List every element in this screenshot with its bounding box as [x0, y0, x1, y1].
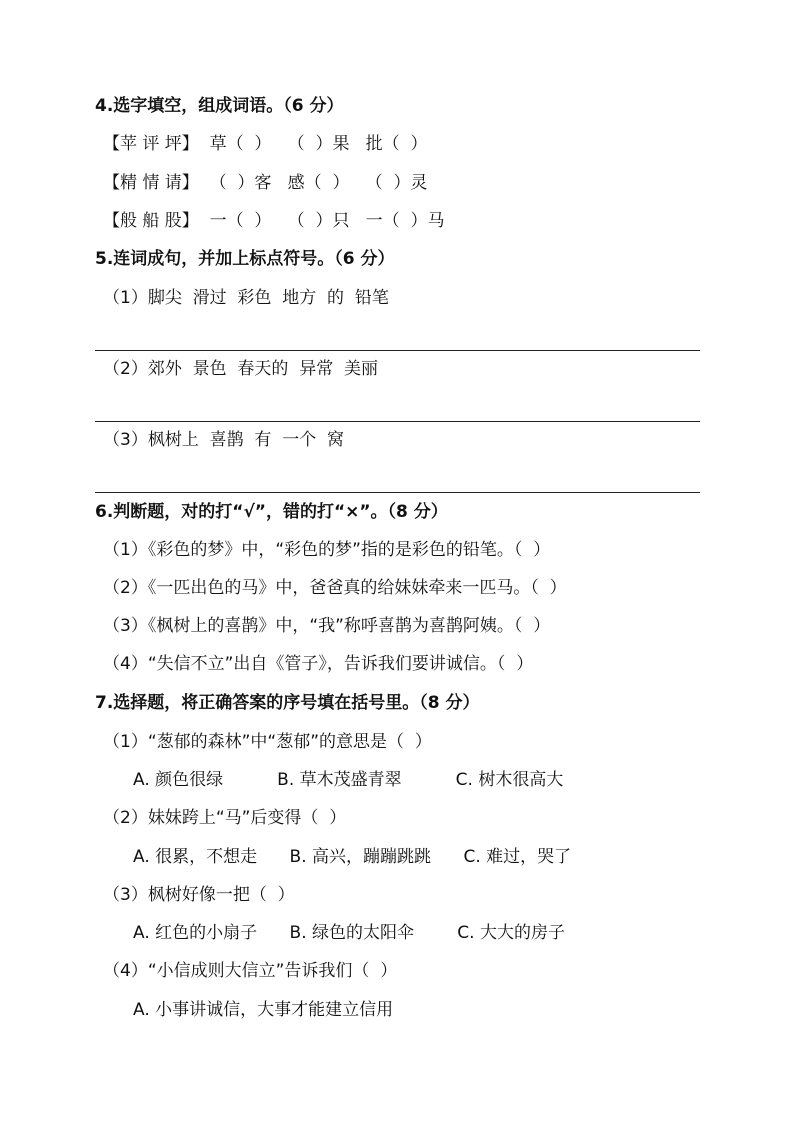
q4-row-2: 【精 情 请】 （ ）客 感（ ） （ ）灵	[103, 173, 428, 193]
q7-question-4: （4）“小信成则大信立”告诉我们（ ）	[103, 961, 398, 981]
q7-options-1: A. 颜色很绿 B. 草木茂盛青翠 C. 树木很高大	[133, 770, 564, 790]
q7-question-3: （3）枫树好像一把（ ）	[103, 885, 295, 905]
q6-item-3: （3）《枫树上的喜鹊》中，“我”称呼喜鹊为喜鹊阿姨。（ ）	[103, 616, 551, 636]
q7-question-1: （1）“葱郁的森林”中“葱郁”的意思是（ ）	[103, 732, 432, 752]
q7-heading: 7.选择题，将正确答案的序号填在括号里。（8 分）	[95, 693, 480, 713]
q7-options-3: A. 红色的小扇子 B. 绿色的太阳伞 C. 大大的房子	[133, 923, 565, 943]
q5-item-3: （3）枫树上 喜鹊 有 一个 窝	[103, 430, 345, 450]
answer-line-2[interactable]	[95, 421, 700, 422]
q7-question-2: （2）妹妹跨上“马”后变得（ ）	[103, 808, 347, 828]
q7-options-4: A. 小事讲诚信，大事才能建立信用	[133, 1000, 394, 1020]
q6-item-2: （2）《一匹出色的马》中，爸爸真的给妹妹牵来一匹马。（ ）	[103, 578, 567, 598]
q4-heading: 4.选字填空，组成词语。（6 分）	[95, 96, 344, 116]
q6-heading: 6.判断题，对的打“√”，错的打“×”。（8 分）	[95, 502, 448, 522]
q6-item-4: （4）“失信不立”出自《管子》，告诉我们要讲诚信。（ ）	[103, 654, 534, 674]
answer-line-3[interactable]	[95, 492, 700, 493]
q4-row-1: 【苹 评 坪】 草（ ） （ ）果 批（ ）	[103, 134, 428, 154]
q4-row-3: 【般 船 股】 一（ ） （ ）只 一（ ）马	[103, 211, 445, 231]
q5-item-2: （2）郊外 景色 春天的 异常 美丽	[103, 359, 379, 379]
q5-item-1: （1）脚尖 滑过 彩色 地方 的 铅笔	[103, 288, 389, 308]
answer-line-1[interactable]	[95, 350, 700, 351]
q7-options-2: A. 很累，不想走 B. 高兴，蹦蹦跳跳 C. 难过，哭了	[133, 847, 572, 867]
q6-item-1: （1）《彩色的梦》中，“彩色的梦”指的是彩色的铅笔。（ ）	[103, 540, 551, 560]
q5-heading: 5.连词成句，并加上标点符号。（6 分）	[95, 249, 395, 269]
